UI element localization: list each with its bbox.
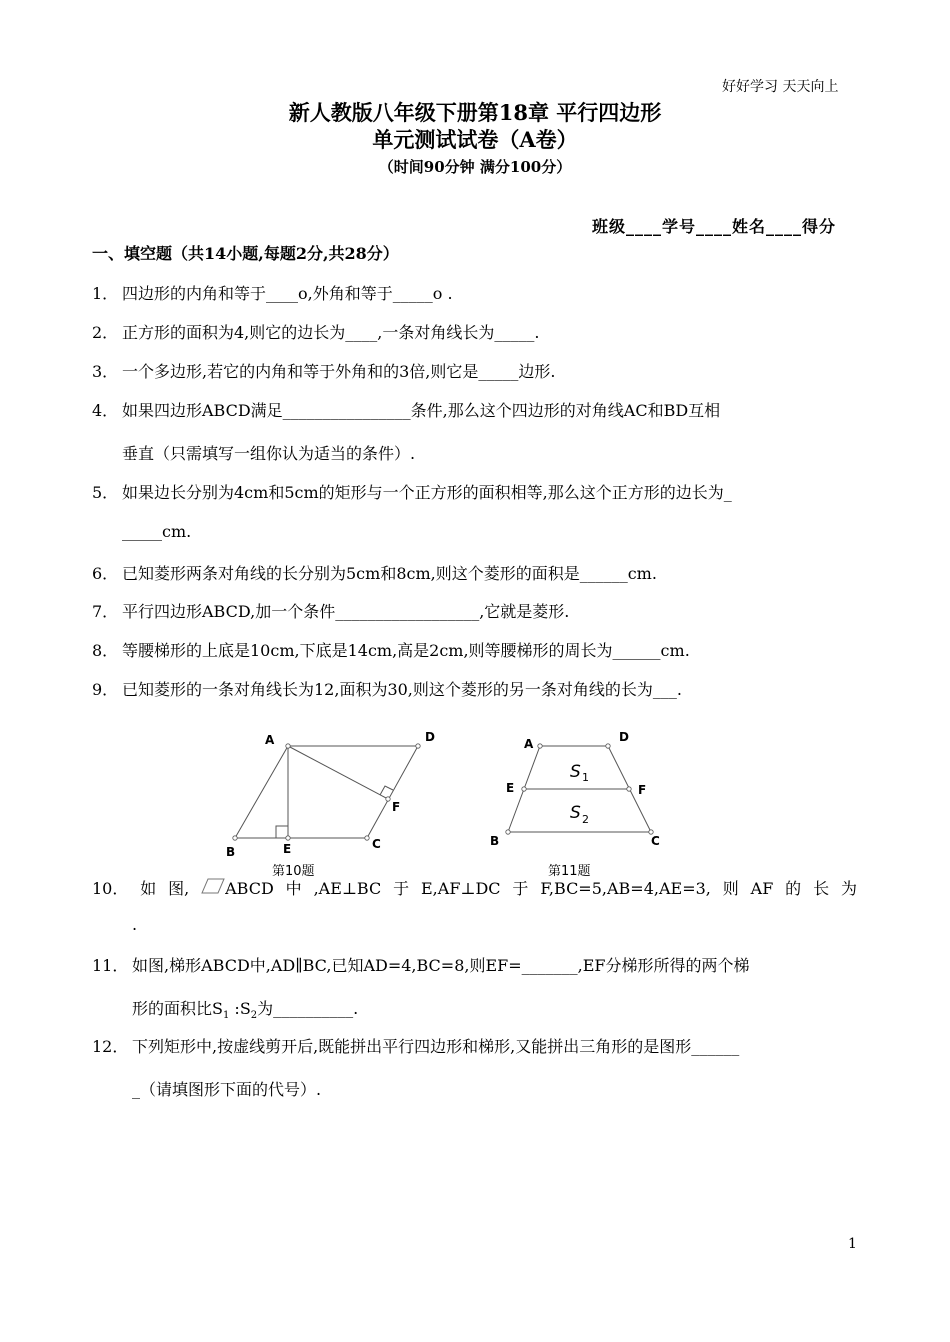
figure-10-caption: 第10题 [272,864,315,879]
question-number: 9． [92,680,119,699]
q10-word: ABCD [225,879,274,898]
q10-word: E,AF⊥DC [421,879,501,898]
q11-sub-1: 1 [222,1010,230,1022]
question-number: 7． [92,602,119,621]
area-s2: S [570,803,581,823]
question-4-line-2: 垂直（只需填写一组你认为适当的条件）. [122,444,416,463]
q10-word: 于 [512,879,529,898]
figure-10-diagram [220,726,450,881]
title-line-2: 单元测试试卷（A卷） [372,127,578,152]
header-motto: 好好学习 天天向上 [722,79,839,95]
q10-word: 如 [140,879,157,898]
question-number: 5． [92,483,119,502]
question-7 [92,599,569,622]
question-12 [92,1034,739,1057]
label-d: D [619,730,629,744]
section-heading: 一、填空题（共14小题,每题2分,共28分） [92,244,399,263]
q11-ratio-prefix: 形的面积比S [132,999,223,1018]
label-a: A [265,733,275,747]
parallelogram-abcd [235,746,418,838]
q10-parallelogram-term [201,878,274,898]
q10-word: 的 [785,879,802,898]
label-e: E [506,781,515,795]
question-5 [92,480,732,503]
question-number: 12． [92,1037,129,1056]
figure-11-diagram [480,726,680,881]
area-s1: S [570,762,581,782]
q10-word: 中 [285,879,302,898]
question-6 [92,561,657,584]
question-8 [92,638,690,661]
question-text: 一个多边形,若它的内角和等于外角和的3倍,则它是_____边形. [122,362,556,381]
question-number: 4． [92,401,119,420]
question-2 [92,320,539,343]
q10-word: 为 [840,879,857,898]
student-info-line: 班级____学号____姓名____得分 [592,217,837,236]
question-9 [92,677,682,700]
question-3 [92,359,555,382]
label-e: E [283,842,292,856]
altitude-af [288,746,388,799]
label-b: B [226,845,236,859]
parallelogram-symbol-icon [201,878,225,894]
figure-11-caption: 第11题 [548,864,591,879]
question-10 [92,876,857,899]
q10-word: ,AE⊥BC [313,879,382,898]
question-11 [92,953,750,976]
question-number: 11． [92,956,129,975]
label-c: C [651,834,660,848]
question-11-line-2 [132,996,358,1021]
area-s1-subscript: 1 [582,771,589,784]
question-text: 已知菱形两条对角线的长分别为5cm和8cm,则这个菱形的面积是______cm. [122,564,657,583]
question-number: 3． [92,362,119,381]
label-f: F [638,783,647,797]
question-text: 四边形的内角和等于____o,外角和等于_____o . [122,284,453,303]
q10-word: F,BC=5,AB=4,AE=3, [540,879,711,898]
question-10-line-2: . [132,915,138,934]
page-number: 1 [848,1236,857,1252]
q10-word: 于 [393,879,410,898]
label-d: D [425,730,435,744]
question-text: 平行四边形ABCD,加一个条件__________________,它就是菱形. [122,602,570,621]
question-5-line-2: _____cm. [122,522,192,541]
label-c: C [372,837,381,851]
question-number: 8． [92,641,119,660]
question-text: 下列矩形中,按虚线剪开后,既能拼出平行四边形和梯形,又能拼出三角形的是图形______ [132,1037,740,1056]
question-text: 如果边长分别为4cm和5cm的矩形与一个正方形的面积相等,那么这个正方形的边长为_ [122,483,732,502]
q11-sub-2: 2 [250,1010,258,1022]
question-text: 等腰梯形的上底是10cm,下底是14cm,高是2cm,则等腰梯形的周长为______cm. [122,641,690,660]
question-number: 6． [92,564,119,583]
q10-word: 图, [168,879,190,898]
question-4 [92,398,720,421]
label-f: F [392,800,401,814]
question-number: 10． [92,879,129,898]
title-line-1: 新人教版八年级下册第18章 平行四边形 [288,100,662,125]
label-a: A [524,737,534,751]
title-line-3: （时间90分钟 满分100分） [378,158,572,176]
area-s2-subscript: 2 [582,813,589,826]
question-text: 已知菱形的一条对角线长为12,面积为30,则这个菱形的另一条对角线的长为___. [122,680,682,699]
q10-word: AF [750,879,774,898]
question-text: 正方形的面积为4,则它的边长为____,一条对角线长为_____. [122,323,540,342]
question-12-line-2: _（请填图形下面的代号）. [132,1080,322,1099]
question-text: 如图,梯形ABCD中,AD∥BC,已知AD=4,BC=8,则EF=_______,EF分梯形所得的两个梯 [132,956,750,975]
question-text: 如果四边形ABCD满足________________条件,那么这个四边形的对角线AC和BD互相 [122,401,721,420]
q11-ratio-mid: :S [229,999,251,1018]
question-number: 2． [92,323,119,342]
q10-word: 则 [722,879,739,898]
question-1 [92,281,453,304]
question-number: 1． [92,284,119,303]
label-b: B [490,834,500,848]
q10-word: 长 [813,879,830,898]
q11-ratio-suffix: 为__________. [257,999,359,1018]
